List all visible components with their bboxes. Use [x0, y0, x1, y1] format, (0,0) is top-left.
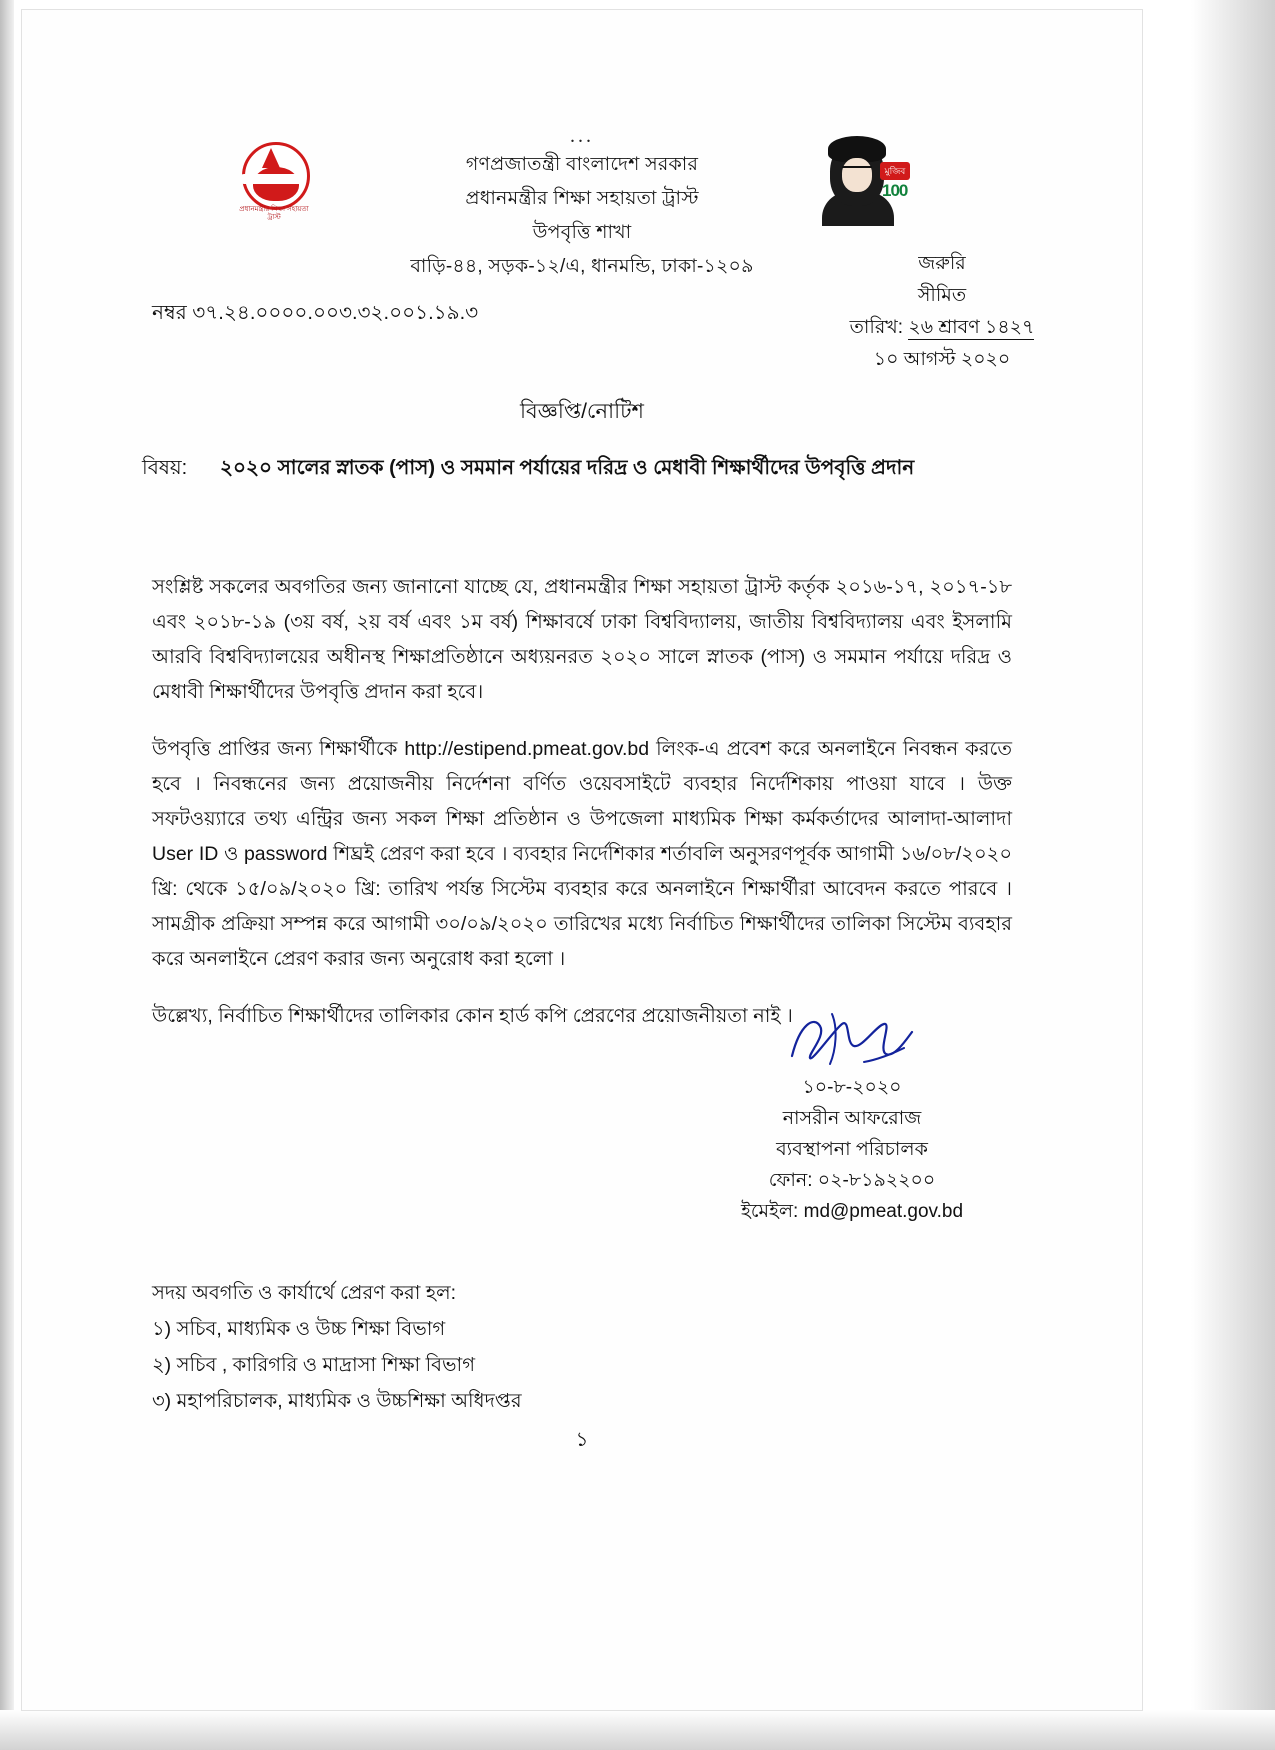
date-label: তারিখ: [849, 317, 904, 338]
urgency-label: জরুরি [918, 253, 966, 274]
scan-edge-bottom [0, 1710, 1275, 1750]
subject-line [142, 453, 1122, 486]
header-line-government: গণপ্রজাতন্ত্রী বাংলাদেশ সরকার [465, 154, 699, 175]
body-paragraph-1: সংশ্লিষ্ট সকলের অবগতির জন্য জানানো যাচ্ছে যে, প্রধানমন্ত্রীর শিক্ষা সহায়তা ট্রাস্ট কর্তৃক ২০১৬-১৭, ২০১৭-১৮ এবং ২০১৮-১৯ (৩য় বর্ষ, ২য় বর্ষ এবং ১ম বর্ষ) শিক্ষাবর্ষে ঢাকা বিশ্ববিদ্যালয়, জাতীয় বিশ্ববিদ্যালয় এবং ইসলামি আরবি বিশ্ববিদ্যালয়ের অধীনস্থ শিক্ষাপ্রতিষ্ঠানে অধ্যয়নরত ২০২০ সালে স্নাতক (পাস) ও সমমান পর্যায়ে দরিদ্র ও মেধাবী শিক্ষার্থীদের উপবৃত্তি প্রদান করা হবে। [152, 576, 1012, 703]
subject-label: বিষয়: [142, 457, 188, 479]
memo-number: নম্বর ৩৭.২৪.০০০০.০০৩.৩২.০০১.১৯.৩ [152, 302, 479, 324]
date-bangla: ২৬ শ্রাবণ ১৪২৭ [908, 317, 1035, 338]
pmeat-logo-caption: প্রধানমন্ত্রীর শিক্ষা সহায়তা ট্রাস্ট [239, 206, 309, 221]
distribution-list [152, 1275, 522, 1419]
body-paragraph-2: উপবৃত্তি প্রাপ্তির জন্য শিক্ষার্থীকে http://estipend.pmeat.gov.bd লিংক-এ প্রবেশ করে অনলাইনে নিবন্ধন করতে হবে । নিবন্ধনের জন্য প্রয়োজনীয় নির্দেশনা বর্ণিত ওয়েবসাইটে ব্যবহার নির্দেশিকায় পাওয়া যাবে । উক্ত সফটওয়্যারে তথ্য এন্ট্রির জন্য সকল শিক্ষা প্রতিষ্ঠান ও উপজেলা মাধ্যমিক শিক্ষা কর্মকর্তাদের আলাদা-আলাদা User ID ও password শিঘ্রই প্রেরণ করা হবে । ব্যবহার নির্দেশিকার শর্তাবলি অনুসরণপূর্বক আগামী ১৬/০৮/২০২০ খ্রি: থেকে ১৫/০৯/২০২০ খ্রি: তারিখ পর্যন্ত সিস্টেম ব্যবহার করে অনলাইনে শিক্ষার্থীরা আবেদন করতে পারবে । সামগ্রীক প্রক্রিয়া সম্পন্ন করে আগামী ৩০/০৯/২০২০ তারিখের মধ্যে নির্বাচিত শিক্ষার্থীদের তালিকা সিস্টেম ব্যবহার করে অনলাইনে প্রেরণ করার জন্য অনুরোধ করা হলো । [152, 738, 1012, 970]
signature-block [642, 1010, 1062, 1227]
body-text [152, 570, 1012, 1034]
limited-label: সীমিত [917, 285, 967, 306]
header-line-trust: প্রধানমন্ত্রীর শিক্ষা সহায়তা ট্রাস্ট [465, 188, 699, 209]
scan-edge-left [0, 0, 14, 1750]
distribution-item: ২) সচিব , কারিগরি ও মাদ্রাসা শিক্ষা বিভাগ [152, 1354, 475, 1376]
mujib-hundred-label: 100 [882, 181, 908, 200]
signatory-designation: ব্যবস্থাপনা পরিচালক [776, 1139, 928, 1160]
signatory-email: ইমেইল: md@pmeat.gov.bd [740, 1201, 964, 1222]
header-line-address: বাড়ি-৪৪, সড়ক-১২/এ, ধানমন্ডি, ঢাকা-১২০৯ [410, 256, 754, 277]
page-number: ১ [575, 1429, 589, 1451]
header-dots: ... [570, 125, 594, 147]
notice-heading: বিজ্ঞপ্তি/নোটিশ [520, 400, 644, 423]
handwritten-signature-icon [642, 1010, 1062, 1072]
signatory-name: নাসরীন আফরোজ [782, 1108, 922, 1129]
body-paragraph-3: উল্লেখ্য, নির্বাচিত শিক্ষার্থীদের তালিকার কোন হার্ড কপি প্রেরণের প্রয়োজনীয়তা নাই । [152, 1005, 793, 1027]
scan-edge-right [1155, 0, 1275, 1750]
subject-text: ২০২০ সালের স্নাতক (পাস) ও সমমান পর্যায়ের দরিদ্র ও মেধাবী শিক্ষার্থীদের উপবৃত্তি প্রদান [220, 457, 915, 479]
distribution-heading: সদয় অবগতি ও কার্যার্থে প্রেরণ করা হল: [152, 1282, 457, 1304]
date-english: ১০ আগস্ট ২০২০ [873, 349, 1011, 370]
header-line-branch: উপবৃত্তি শাখা [532, 222, 632, 243]
signatory-phone: ফোন: ০২-৮১৯২২০০ [768, 1170, 936, 1191]
distribution-item: ৩) মহাপরিচালক, মাধ্যমিক ও উচ্চশিক্ষা অধিদপ্তর [152, 1390, 522, 1412]
distribution-item: ১) সচিব, মাধ্যমিক ও উচ্চ শিক্ষা বিভাগ [152, 1318, 446, 1340]
mujib-badge-label: মুজিব [884, 166, 906, 176]
signature-date: ১০-৮-২০২০ [802, 1077, 902, 1098]
paper-sheet [22, 10, 1142, 1710]
memo-meta [792, 248, 1092, 376]
